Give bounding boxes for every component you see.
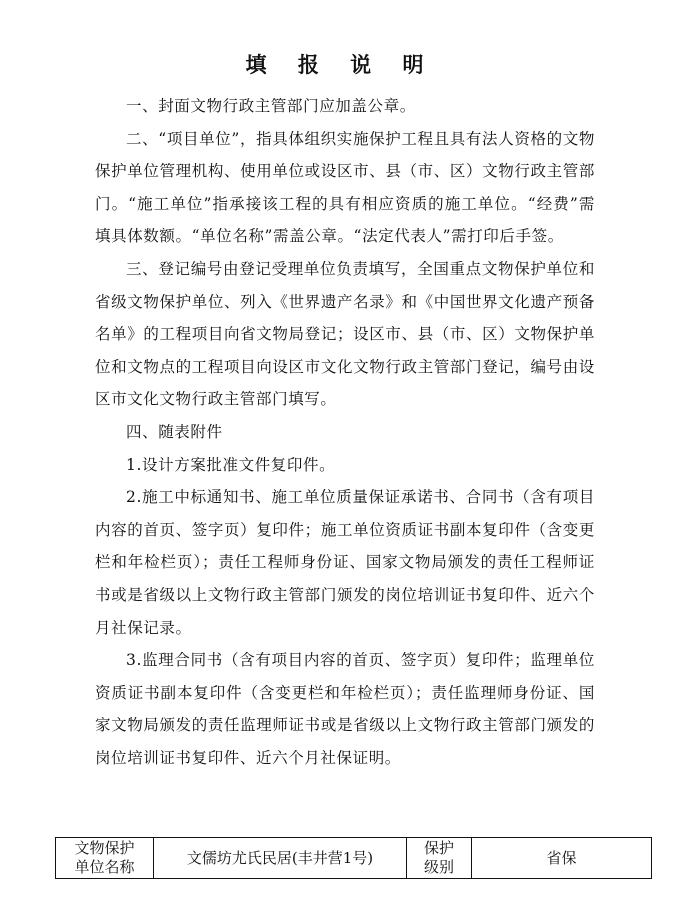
protection-level-label-line1: 保护	[423, 839, 454, 857]
unit-name-value-cell	[154, 838, 407, 879]
heritage-info-table	[55, 837, 652, 879]
unit-name-label-cell	[56, 838, 154, 879]
attachment-item-2: 2.施工中标通知书、施工单位质量保证承诺书、合同书（含有项目内容的首页、签字页）复印件；施工单位资质证书副本复印件（含变更栏和年检栏页）；责任工程师身份证、国家文物局颁发的责任工程师证书或是省级以上文物行政主管部门颁发的岗位培训证书复印件、近六个月社保记录。	[95, 488, 595, 637]
protection-level-label-cell	[407, 838, 472, 879]
protection-level-value: 省保	[546, 848, 577, 867]
unit-name-label-line2: 单位名称	[74, 858, 135, 876]
unit-name-label-line1: 文物保护	[74, 839, 135, 857]
protection-level-label-line2: 级别	[423, 858, 454, 876]
instructions-body	[95, 90, 595, 774]
attachment-item-1: 1.设计方案批准文件复印件。	[126, 455, 336, 474]
attachment-item-3: 3.监理合同书（含有项目内容的首页、签字页）复印件；监理单位资质证书副本复印件（含变更栏和年检栏页）；责任监理师身份证、国家文物局颁发的责任监理师证书或是省级以上文物行政主管部门颁发的岗位培训证书复印件、近六个月社保证明。	[95, 651, 595, 767]
page-title: 填 报 说 明	[245, 52, 436, 77]
unit-name-value: 文儒坊尤氏民居(丰井营1号)	[186, 848, 374, 867]
table-row	[56, 838, 652, 879]
paragraph-2: 二、“项目单位”，指具体组织实施保护工程且具有法人资格的文物保护单位管理机构、使用单位或设区市、县（市、区）文物行政主管部门。“施工单位”指承接该工程的具有相应资质的施工单位。“经费”需填具体数额。“单位名称”需盖公章。“法定代表人”需打印后手签。	[95, 129, 595, 246]
paragraph-3: 三、登记编号由登记受理单位负责填写，全国重点文物保护单位和省级文物保护单位、列入《世界遗产名录》和《中国世界文化遗产预备名单》的工程项目向省文物局登记；设区市、县（市、区）文物保护单位和文物点的工程项目向设区市文化文物行政主管部门登记，编号由设区市文化文物行政主管部门填写。	[95, 259, 595, 409]
protection-level-value-cell	[472, 838, 652, 879]
paragraph-1: 一、封面文物行政主管部门应加盖公章。	[126, 97, 416, 115]
paragraph-4: 四、随表附件	[126, 422, 223, 441]
